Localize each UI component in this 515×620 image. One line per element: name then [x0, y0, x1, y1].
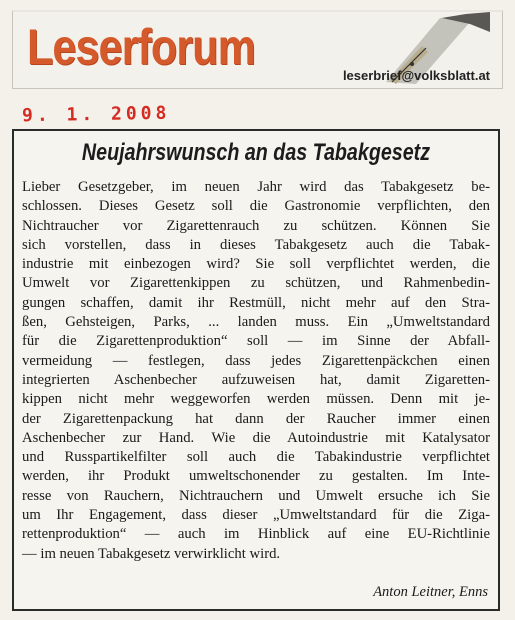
body-line: schlossen. Dieses Gesetz soll die Gastronomie verpflichten, den [22, 198, 490, 215]
body-line: industrie mit einbezogen wird? Sie soll verpflichtet werden, die [22, 256, 490, 273]
body-line: — im neuen Tabakgesetz verwirklicht wird. [22, 545, 281, 562]
article-body [22, 178, 490, 564]
body-line: gungen schaffen, damit ihr Restmüll, nicht mehr auf den Stra- [22, 294, 490, 311]
body-line: für die Zigarettenproduktion“ soll — im Sinne der Abfall- [22, 333, 490, 350]
body-line: der Zigarettenpackung hat dann der Raucher immer einen [22, 410, 490, 427]
letter-article [12, 129, 500, 611]
body-line: kippen nicht mehr weggeworfen werden müssen. Denn mit je- [22, 391, 490, 408]
article-headline: Neujahrswunsch an das Tabakgesetz [81, 139, 431, 166]
body-line: um Ihr Engagement, dass dieser „Umweltstandard für die Ziga- [22, 507, 490, 524]
masthead-title: Leserforum [27, 19, 255, 75]
body-line: werden, ihr Produkt umweltschonender zu gestalten. Im Inte- [22, 468, 490, 485]
contact-email: leserbrief@volksblatt.at [342, 68, 490, 83]
handwritten-date: 9. 1. 2008 [21, 102, 171, 127]
body-line: sich vorstellen, dass in dieses Tabakgesetz auch die Tabak- [22, 236, 490, 253]
body-line: integrierten Aschenbecher aufzuweisen hat, damit Zigaretten- [22, 371, 490, 388]
body-line: vermeidung — festlegen, dass jedes Zigarettenpäckchen einen [22, 352, 490, 369]
body-line: und Russpartikelfilter soll auch die Tabakindustrie verpflichtet [22, 449, 490, 466]
body-line: Umwelt vor Zigarettenkippen zu schützen, und Rahmenbedin- [22, 275, 490, 292]
body-line: resse von Rauchern, Nichtrauchern und Umwelt ersuche ich Sie [22, 487, 490, 504]
author-signature: Anton Leitner, Enns [373, 584, 488, 600]
body-line: ßen, Gehsteigen, Parks, ... landen muss. Ein „Umweltstandard [22, 314, 490, 331]
body-line: Aschenbecher zur Hand. Wie die Autoindustrie mit Katalysator [22, 429, 490, 446]
body-line: rettenproduktion“ — auch im Hinblick auf eine EU-Richtlinie [22, 526, 490, 543]
body-line: Nichtraucher vor Zigarettenrauch zu schützen. Können Sie [22, 217, 490, 234]
body-line: Lieber Gesetzgeber, im neuen Jahr wird das Tabakgesetz be- [22, 179, 490, 195]
masthead-banner [12, 10, 503, 89]
